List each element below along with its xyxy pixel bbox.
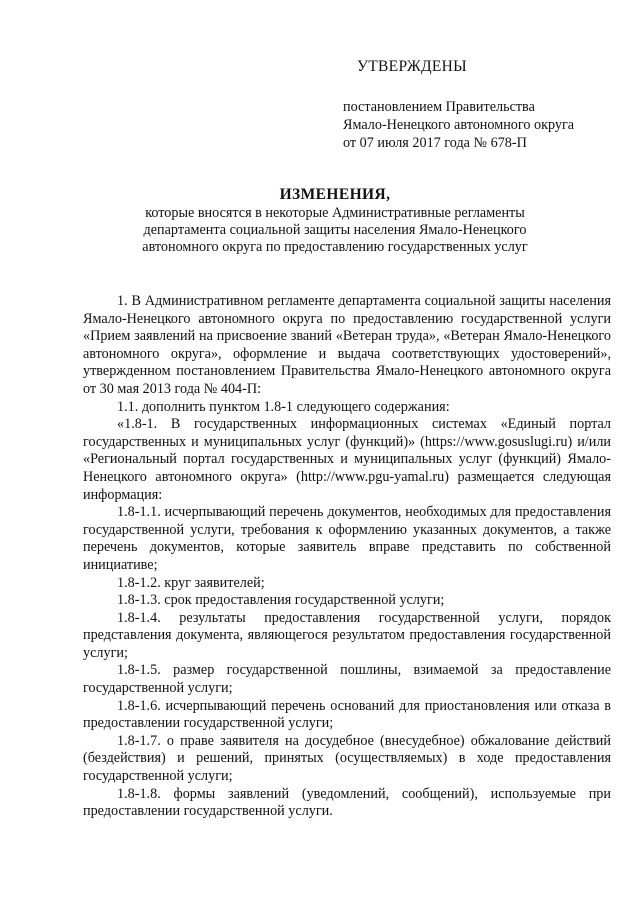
- document-title: ИЗМЕНЕНИЯ,: [279, 186, 391, 203]
- paragraph: 1.8-1.3. срок предоставления государственной услуги;: [117, 592, 445, 609]
- paragraph: 1.8-1.5. размер государственной пошлины, взимаемой за предоставление государственной услуги;: [83, 662, 611, 697]
- document-subtitle-line: департамента социальной защиты населения Ямало-Ненецкого: [143, 222, 527, 238]
- document-subtitle-line: автономного округа по предоставлению государственных услуг: [142, 239, 528, 255]
- paragraph: «1.8-1. В государственных информационных системах «Единый портал государственных и муниципальных услуг (функций)» (https://www.gosuslugi.ru) и/или «Региональный портал государственных и муниципальных услуг (функций) Ямало-Ненецкого автономного округа» (http://www.pgu-yamal.ru) размещается следующая информация:: [83, 416, 611, 503]
- document-subtitle-line: которые вносятся в некоторые Административные регламенты: [145, 205, 525, 221]
- document-heading: [60, 186, 580, 256]
- paragraph: 1.8-1.7. о праве заявителя на досудебное (внесудебное) обжалование действий (бездействия) и решений, принятых (осуществляемых) в ходе предоставления государственной услуги;: [83, 732, 611, 785]
- paragraph: 1. В Административном регламенте департамента социальной защиты населения Ямало-Ненецкого автономного округа по предоставлению государственной услуги «Прием заявлений на присвоение званий «Ветеран труда», «Ветеран Ямало-Ненецкого автономного округа», оформление и выдача соответствующих удостоверений», утвержденном постановлением Правительства Ямало-Ненецкого автономного округа от 30 мая 2013 года № 404-П:: [83, 293, 611, 397]
- document-body: [83, 293, 611, 821]
- paragraph: 1.8-1.2. круг заявителей;: [117, 574, 265, 591]
- approval-line: от 07 июля 2017 года № 678-П: [343, 135, 527, 151]
- paragraph: 1.1. дополнить пунктом 1.8-1 следующего содержания:: [117, 398, 450, 415]
- paragraph: 1.8-1.1. исчерпывающий перечень документов, необходимых для предоставления государственной услуги, требования к оформлению указанных документов, а также перечень документов, которые заявитель вправе представить по собственной инициативе;: [83, 504, 611, 573]
- paragraph: 1.8-1.4. результаты предоставления государственной услуги, порядок представления документа, являющегося результатом предоставления государственной услуги;: [83, 609, 611, 661]
- approval-line: Ямало-Ненецкого автономного округа: [343, 117, 575, 133]
- approval-stamp-title: УТВЕРЖДЕНЫ: [357, 58, 467, 75]
- paragraph: 1.8-1.8. формы заявлений (уведомлений, сообщений), используемые при предоставлении государственной услуги.: [83, 785, 611, 820]
- paragraph: 1.8-1.6. исчерпывающий перечень оснований для приостановления или отказа в предоставлении государственной услуги;: [83, 697, 611, 732]
- approval-line: постановлением Правительства: [343, 99, 535, 115]
- approval-block: [343, 58, 603, 152]
